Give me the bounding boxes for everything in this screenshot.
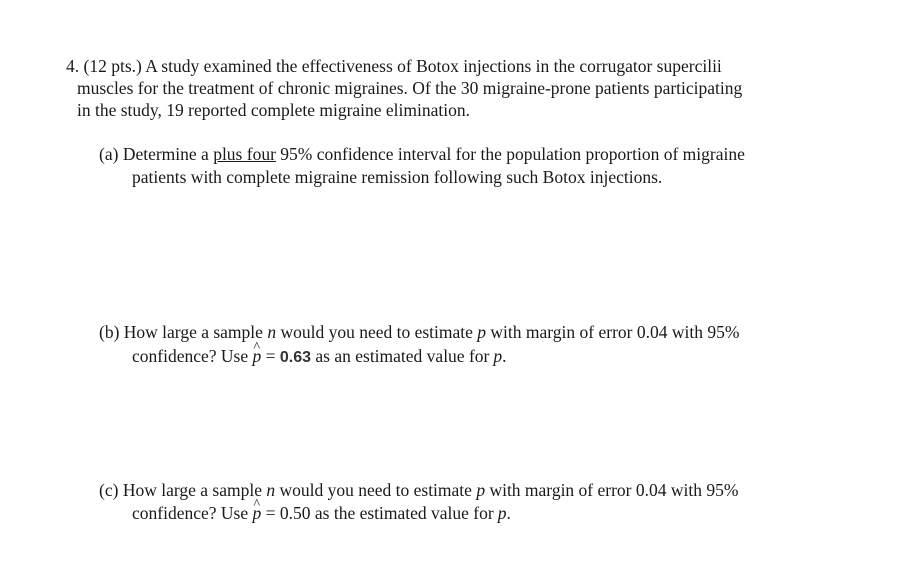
- part-c-equals: =: [265, 503, 276, 523]
- part-c-text-2a: confidence? Use: [132, 503, 249, 523]
- part-b-line-2: [132, 345, 506, 369]
- problem-intro-line-1: [66, 55, 722, 77]
- part-a-text-line-2: patients with complete migraine remission following such Botox injections.: [132, 167, 663, 187]
- part-a-text-before: Determine a: [122, 144, 209, 164]
- part-c-value: 0.50: [279, 503, 311, 523]
- part-c-line-1: [99, 479, 738, 501]
- part-c-p: p: [476, 480, 486, 500]
- problem-intro-text-2: muscles for the treatment of chronic migraines. Of the 30 migraine-prone patients participating: [77, 78, 743, 98]
- part-b-n: n: [267, 322, 277, 342]
- part-c-label: (c): [99, 480, 119, 500]
- part-c-text-1b: would you need to estimate: [279, 480, 472, 500]
- part-b-value: 0.63: [279, 349, 312, 366]
- part-c-phat: ^ p: [253, 502, 262, 524]
- part-b-text-1a: How large a sample: [123, 322, 263, 342]
- problem-intro-line-3: [77, 99, 470, 121]
- part-c-period: .: [506, 503, 511, 523]
- part-c-p-end: p: [497, 503, 507, 523]
- part-a-text-after: 95% confidence interval for the population proportion of migraine: [280, 144, 745, 164]
- part-c-text-1c: with margin of error 0.04 with 95%: [489, 480, 739, 500]
- part-c-text-2b: as the estimated value for: [314, 503, 494, 523]
- part-b-p: p: [477, 322, 487, 342]
- part-c-text-1a: How large a sample: [122, 480, 262, 500]
- problem-number: 4.: [66, 56, 80, 76]
- problem-intro-text-1: A study examined the effectiveness of Botox injections in the corrugator supercilii: [145, 56, 722, 76]
- part-b-equals: =: [265, 346, 276, 366]
- problem-intro-text-3: in the study, 19 reported complete migraine elimination.: [77, 100, 470, 120]
- part-a-plus-four: plus four: [213, 144, 276, 164]
- part-b-text-2a: confidence? Use: [132, 346, 249, 366]
- part-b-p-end: p: [493, 346, 503, 366]
- part-b-label: (b): [99, 322, 120, 342]
- part-b-line-1: [99, 321, 739, 343]
- part-b-period: .: [502, 346, 507, 366]
- part-b-phat: ^ p: [253, 345, 262, 367]
- problem-points: (12 pts.): [83, 56, 142, 76]
- part-b-text-1b: would you need to estimate: [280, 322, 473, 342]
- problem-intro-line-2: [77, 77, 742, 99]
- part-c-n: n: [266, 480, 276, 500]
- part-a-label: (a): [99, 144, 119, 164]
- part-c-line-2: [132, 502, 511, 524]
- part-b-text-1c: with margin of error 0.04 with 95%: [490, 322, 740, 342]
- part-b-text-2b: as an estimated value for: [315, 346, 490, 366]
- part-a-line-1: [99, 143, 841, 165]
- part-a-line-2: [132, 166, 662, 188]
